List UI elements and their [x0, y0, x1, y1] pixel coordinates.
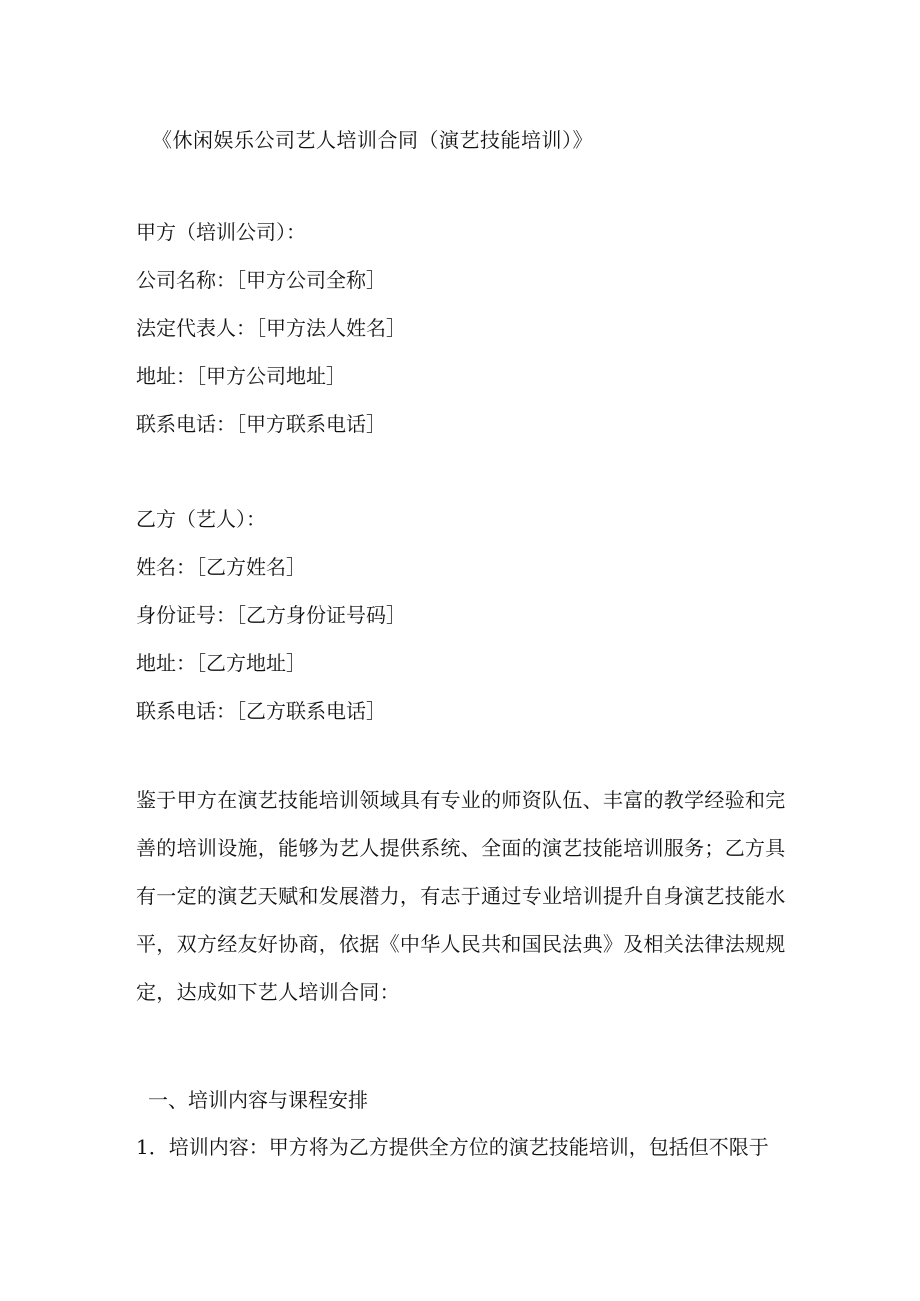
section-1-heading: 一、培训内容与课程安排 — [148, 1088, 368, 1112]
party-a-company-name: 公司名称：［甲方公司全称］ — [136, 268, 386, 292]
contract-title: 《休闲娱乐公司艺人培训合同（演艺技能培训）》 — [152, 128, 593, 152]
preamble-paragraph — [136, 776, 786, 1016]
party-a-heading: 甲方（培训公司）： — [136, 220, 306, 244]
party-b-heading: 乙方（艺人）： — [136, 507, 266, 531]
party-b-name: 姓名：［乙方姓名］ — [136, 555, 306, 579]
section-1-item-1: 1．培训内容：甲方将为乙方提供全方位的演艺技能培训，包括但不限于 — [136, 1135, 769, 1159]
preamble-line: 定，达成如下艺人培训合同： — [136, 980, 400, 1004]
party-b-address: 地址：［乙方地址］ — [136, 651, 306, 675]
preamble-line: 鉴于甲方在演艺技能培训领域具有专业的师资队伍、丰富的教学经验和完 — [136, 788, 786, 812]
preamble-line: 善的培训设施，能够为艺人提供系统、全面的演艺技能培训服务；乙方具 — [136, 836, 786, 860]
party-a-legal-rep: 法定代表人：［甲方法人姓名］ — [136, 316, 406, 340]
preamble-line: 有一定的演艺天赋和发展潜力，有志于通过专业培训提升自身演艺技能水 — [136, 884, 786, 908]
party-b-id-number: 身份证号：［乙方身份证号码］ — [136, 603, 406, 627]
party-b-phone: 联系电话：［乙方联系电话］ — [136, 699, 386, 723]
party-a-phone: 联系电话：［甲方联系电话］ — [136, 412, 386, 436]
party-a-address: 地址：［甲方公司地址］ — [136, 364, 346, 388]
preamble-line: 平，双方经友好协商，依据《中华人民共和国民法典》及相关法律法规规 — [136, 932, 786, 956]
